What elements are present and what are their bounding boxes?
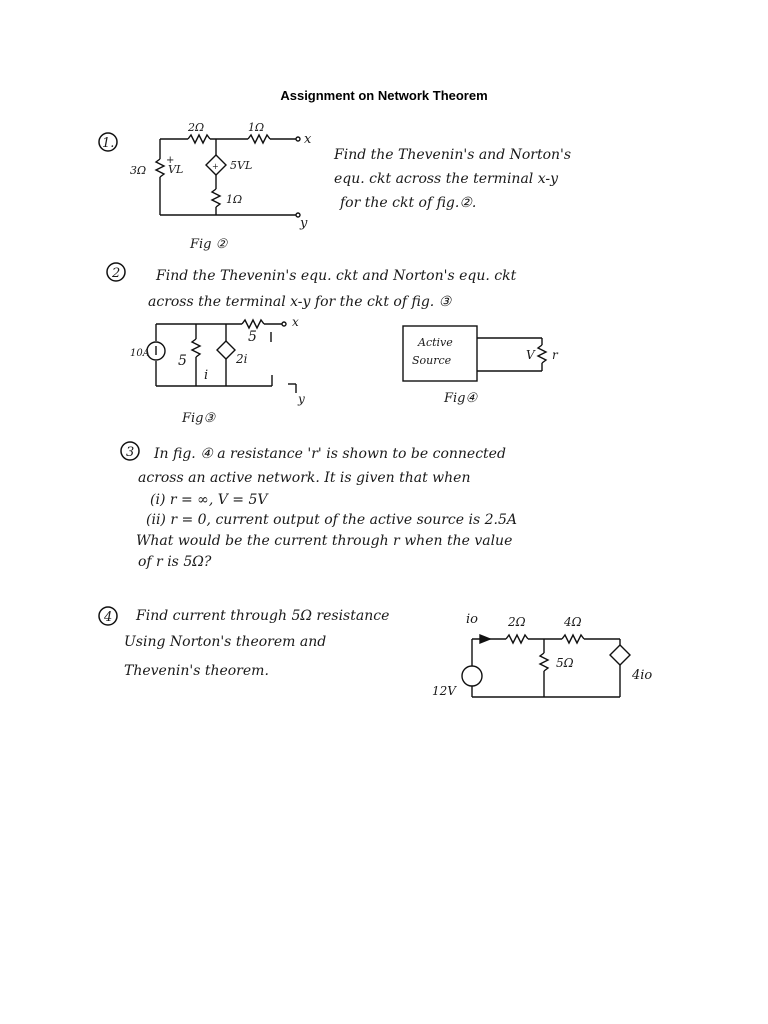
- q1-r3-label: 3Ω: [130, 164, 147, 177]
- q4-number: 4: [104, 610, 113, 625]
- q3-line6: of r is 5Ω?: [138, 554, 212, 570]
- q4-r5-label: 5Ω: [556, 656, 574, 670]
- q4-line2: Using Norton's theorem and: [124, 634, 327, 650]
- fig4-box-line2: Source: [412, 354, 452, 367]
- handwritten-scan: [96, 113, 656, 713]
- fig4-v-label: V: [526, 348, 535, 362]
- q2-i-label: i: [204, 368, 209, 383]
- q1-line2: equ. ckt across the terminal x-y: [334, 171, 559, 187]
- q2-line1: Find the Thevenin's equ. ckt and Norton's equ. ckt: [156, 268, 517, 284]
- q1-line3: for the ckt of fig.②.: [340, 195, 477, 211]
- q1-fig-label: Fig ②: [190, 237, 228, 252]
- q1-plus: +: [166, 155, 175, 166]
- q2-x-label: x: [292, 315, 299, 329]
- q3-line4: (ii) r = 0, current output of the active source is 2.5A: [146, 512, 517, 528]
- question-1: [99, 121, 571, 252]
- q4-r2-label: 2Ω: [508, 615, 526, 629]
- circuit-q4: [462, 635, 630, 697]
- q1-r2-label: 1Ω: [248, 121, 265, 134]
- q3-line5: What would be the current through r when the value: [136, 533, 513, 549]
- q3-line1: In fig. ④ a resistance 'r' is shown to be connected: [154, 446, 506, 462]
- q2-r5b-label: 5: [248, 329, 257, 345]
- q3-number: 3: [126, 445, 135, 460]
- q4-dep-label: 4io: [632, 668, 653, 683]
- q4-r4-label: 4Ω: [564, 615, 582, 629]
- q1-number: 1.: [102, 136, 115, 151]
- q1-src-plus: +: [212, 162, 219, 171]
- q4-line1: Find current through 5Ω resistance: [136, 608, 390, 624]
- q4-line3: Thevenin's theorem.: [124, 663, 269, 679]
- q2-r5a-label: 5: [178, 353, 187, 369]
- q3-line2: across an active network. It is given that when: [138, 470, 471, 486]
- fig4-r-label: r: [552, 348, 558, 362]
- q3-line3: (i) r = ∞, V = 5V: [150, 492, 268, 508]
- q2-src-label: 10A: [130, 348, 150, 359]
- q4-v-label: 12V: [432, 684, 456, 698]
- q1-y-label: y: [300, 216, 308, 231]
- fig4-box-line1: Active: [418, 336, 453, 349]
- q2-dep-label: 2i: [236, 352, 248, 366]
- q2-line2: across the terminal x-y for the ckt of fig. ③: [148, 294, 452, 310]
- q1-r4-label: 1Ω: [226, 193, 243, 206]
- question-4: [99, 607, 652, 698]
- circuit-fig3: [147, 320, 296, 393]
- q1-r1-label: 2Ω: [188, 121, 205, 134]
- q1-src-label: 5VL: [230, 159, 253, 172]
- fig3-label: Fig③: [182, 411, 216, 426]
- q2-y-label: y: [298, 392, 305, 406]
- q1-line1: Find the Thevenin's and Norton's: [334, 147, 572, 163]
- q1-vl-label: VL: [168, 163, 184, 176]
- q1-x-label: x: [304, 132, 312, 147]
- q4-io-label: io: [466, 612, 478, 627]
- fig4-label: Fig④: [444, 391, 478, 406]
- q2-number: 2: [112, 266, 121, 281]
- page-title: Assignment on Network Theorem: [280, 88, 488, 103]
- question-3: [121, 442, 517, 570]
- question-2: [107, 263, 559, 426]
